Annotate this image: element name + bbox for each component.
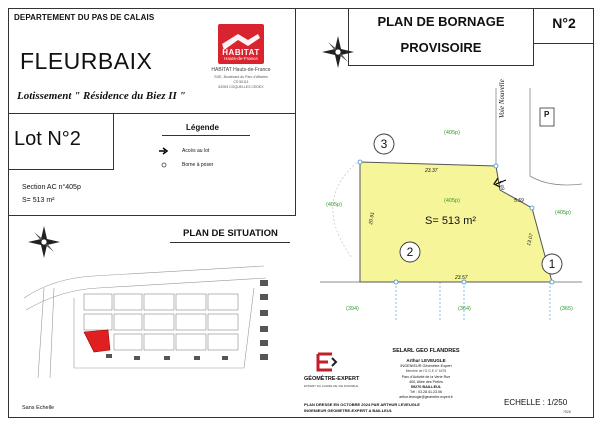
situation-scale-note: Sans Echelle xyxy=(22,405,55,411)
firm-role: INGENIEUR Géomètre-Expert xyxy=(400,364,452,368)
plan-title-line1: PLAN DE BORNAGE xyxy=(377,14,505,29)
lot-surface: S= 513 m² xyxy=(22,197,55,204)
plan-title-line2: PROVISOIRE xyxy=(400,40,482,55)
legend-item-access: Accès au lot xyxy=(182,148,210,154)
dim-north: 23.37 xyxy=(425,168,438,174)
lot-title: Lot N°2 xyxy=(14,128,81,150)
plan-scale: ECHELLE : 1/250 xyxy=(504,398,568,407)
footer-line-2: INGENIEUR GEOMETRE-EXPERT A BAILLEUL xyxy=(304,408,393,413)
legend-underline xyxy=(162,135,250,136)
point-icon xyxy=(161,162,167,168)
lot-number-2: 2 xyxy=(406,245,414,259)
situation-title: PLAN DE SITUATION xyxy=(183,228,278,239)
firm-addr3: 59270 BAILLEUL xyxy=(410,385,442,389)
commune-title: FLEURBAIX xyxy=(20,48,153,74)
firm-phone: Tél : 03.28.41.23.06 xyxy=(410,390,442,394)
lot-section: Section AC n°405p xyxy=(22,184,81,191)
firm-email: arthur.leveugle@geometre-expert.fr xyxy=(399,395,453,399)
parcel-label-north: (405p) xyxy=(444,130,460,136)
parcel-label-west: (405p) xyxy=(326,202,342,208)
arrow-icon xyxy=(159,147,169,155)
legend-item-borne: Borne à poser xyxy=(182,162,214,168)
logo-addr2: CS 50111 xyxy=(233,80,249,84)
geometre-logo-icon xyxy=(316,352,338,372)
situation-map xyxy=(14,258,292,398)
logo-addr1: SGE, Boulevard du Parc d'Affaires xyxy=(214,75,268,79)
north-arrow-icon xyxy=(320,34,356,70)
logo-brand: HABITAT xyxy=(222,48,260,57)
dim-ne-2: 5.59 xyxy=(514,198,524,204)
parcel-label-365: (365) xyxy=(560,306,573,312)
plan-ref: 7526 xyxy=(563,410,571,414)
firm-addr2: 400, Allée des Prêles xyxy=(409,380,443,384)
situation-title-underline xyxy=(170,242,290,243)
road-label: Voie Nouvelle xyxy=(498,79,506,118)
situation-lot-highlight xyxy=(84,330,110,352)
legend-title: Légende xyxy=(186,123,219,132)
geometre-sub: EXPERT DU CADRE DE VIE DURABLE xyxy=(304,384,359,388)
geometre-label: GÉOMÈTRE-EXPERT xyxy=(304,376,360,382)
firm-order: Membre de l'O.G.E n° 6478 xyxy=(405,369,447,373)
parcel-label-east: (405p) xyxy=(555,210,571,216)
parcel-label-lot: (405p) xyxy=(444,198,460,204)
lotissement-title: Lotissement " Résidence du Biez II " xyxy=(17,90,186,102)
parking-label: P xyxy=(544,110,550,119)
dim-east: 13.07 xyxy=(526,232,536,247)
parcel-label-364: (364) xyxy=(458,306,471,312)
dim-ne-1: 5.59 xyxy=(496,180,506,192)
dim-south: 23.57 xyxy=(455,275,468,281)
logo-brand-sub: Hauts-de-France xyxy=(224,56,258,61)
parcel-label-394: (394) xyxy=(346,306,359,312)
footer-line-1: PLAN DRESSE EN OCTOBRE 2024 PAR ARTHUR LEVEUGLE xyxy=(304,402,420,407)
logo-name: HABITAT Hauts-de-France xyxy=(211,67,271,73)
firm-person: Arthur LEVEUGLE xyxy=(406,358,446,363)
north-arrow-icon xyxy=(26,224,62,260)
logo-addr3: 62053 COQUELLES CEDEX xyxy=(218,85,264,89)
firm-name: SELARL GEO FLANDRES xyxy=(392,348,460,354)
plan-number: N°2 xyxy=(552,15,576,31)
dim-west: 20.91 xyxy=(368,211,377,226)
lot-number-3: 3 xyxy=(380,137,388,151)
firm-addr1: Parc d'Activité de la Verte Rue xyxy=(401,375,451,379)
lot-number-1: 1 xyxy=(548,257,556,271)
department-label: DEPARTEMENT DU PAS DE CALAIS xyxy=(14,13,155,22)
habitat-logo xyxy=(218,24,264,64)
lot-surface-label: S= 513 m² xyxy=(425,215,477,227)
